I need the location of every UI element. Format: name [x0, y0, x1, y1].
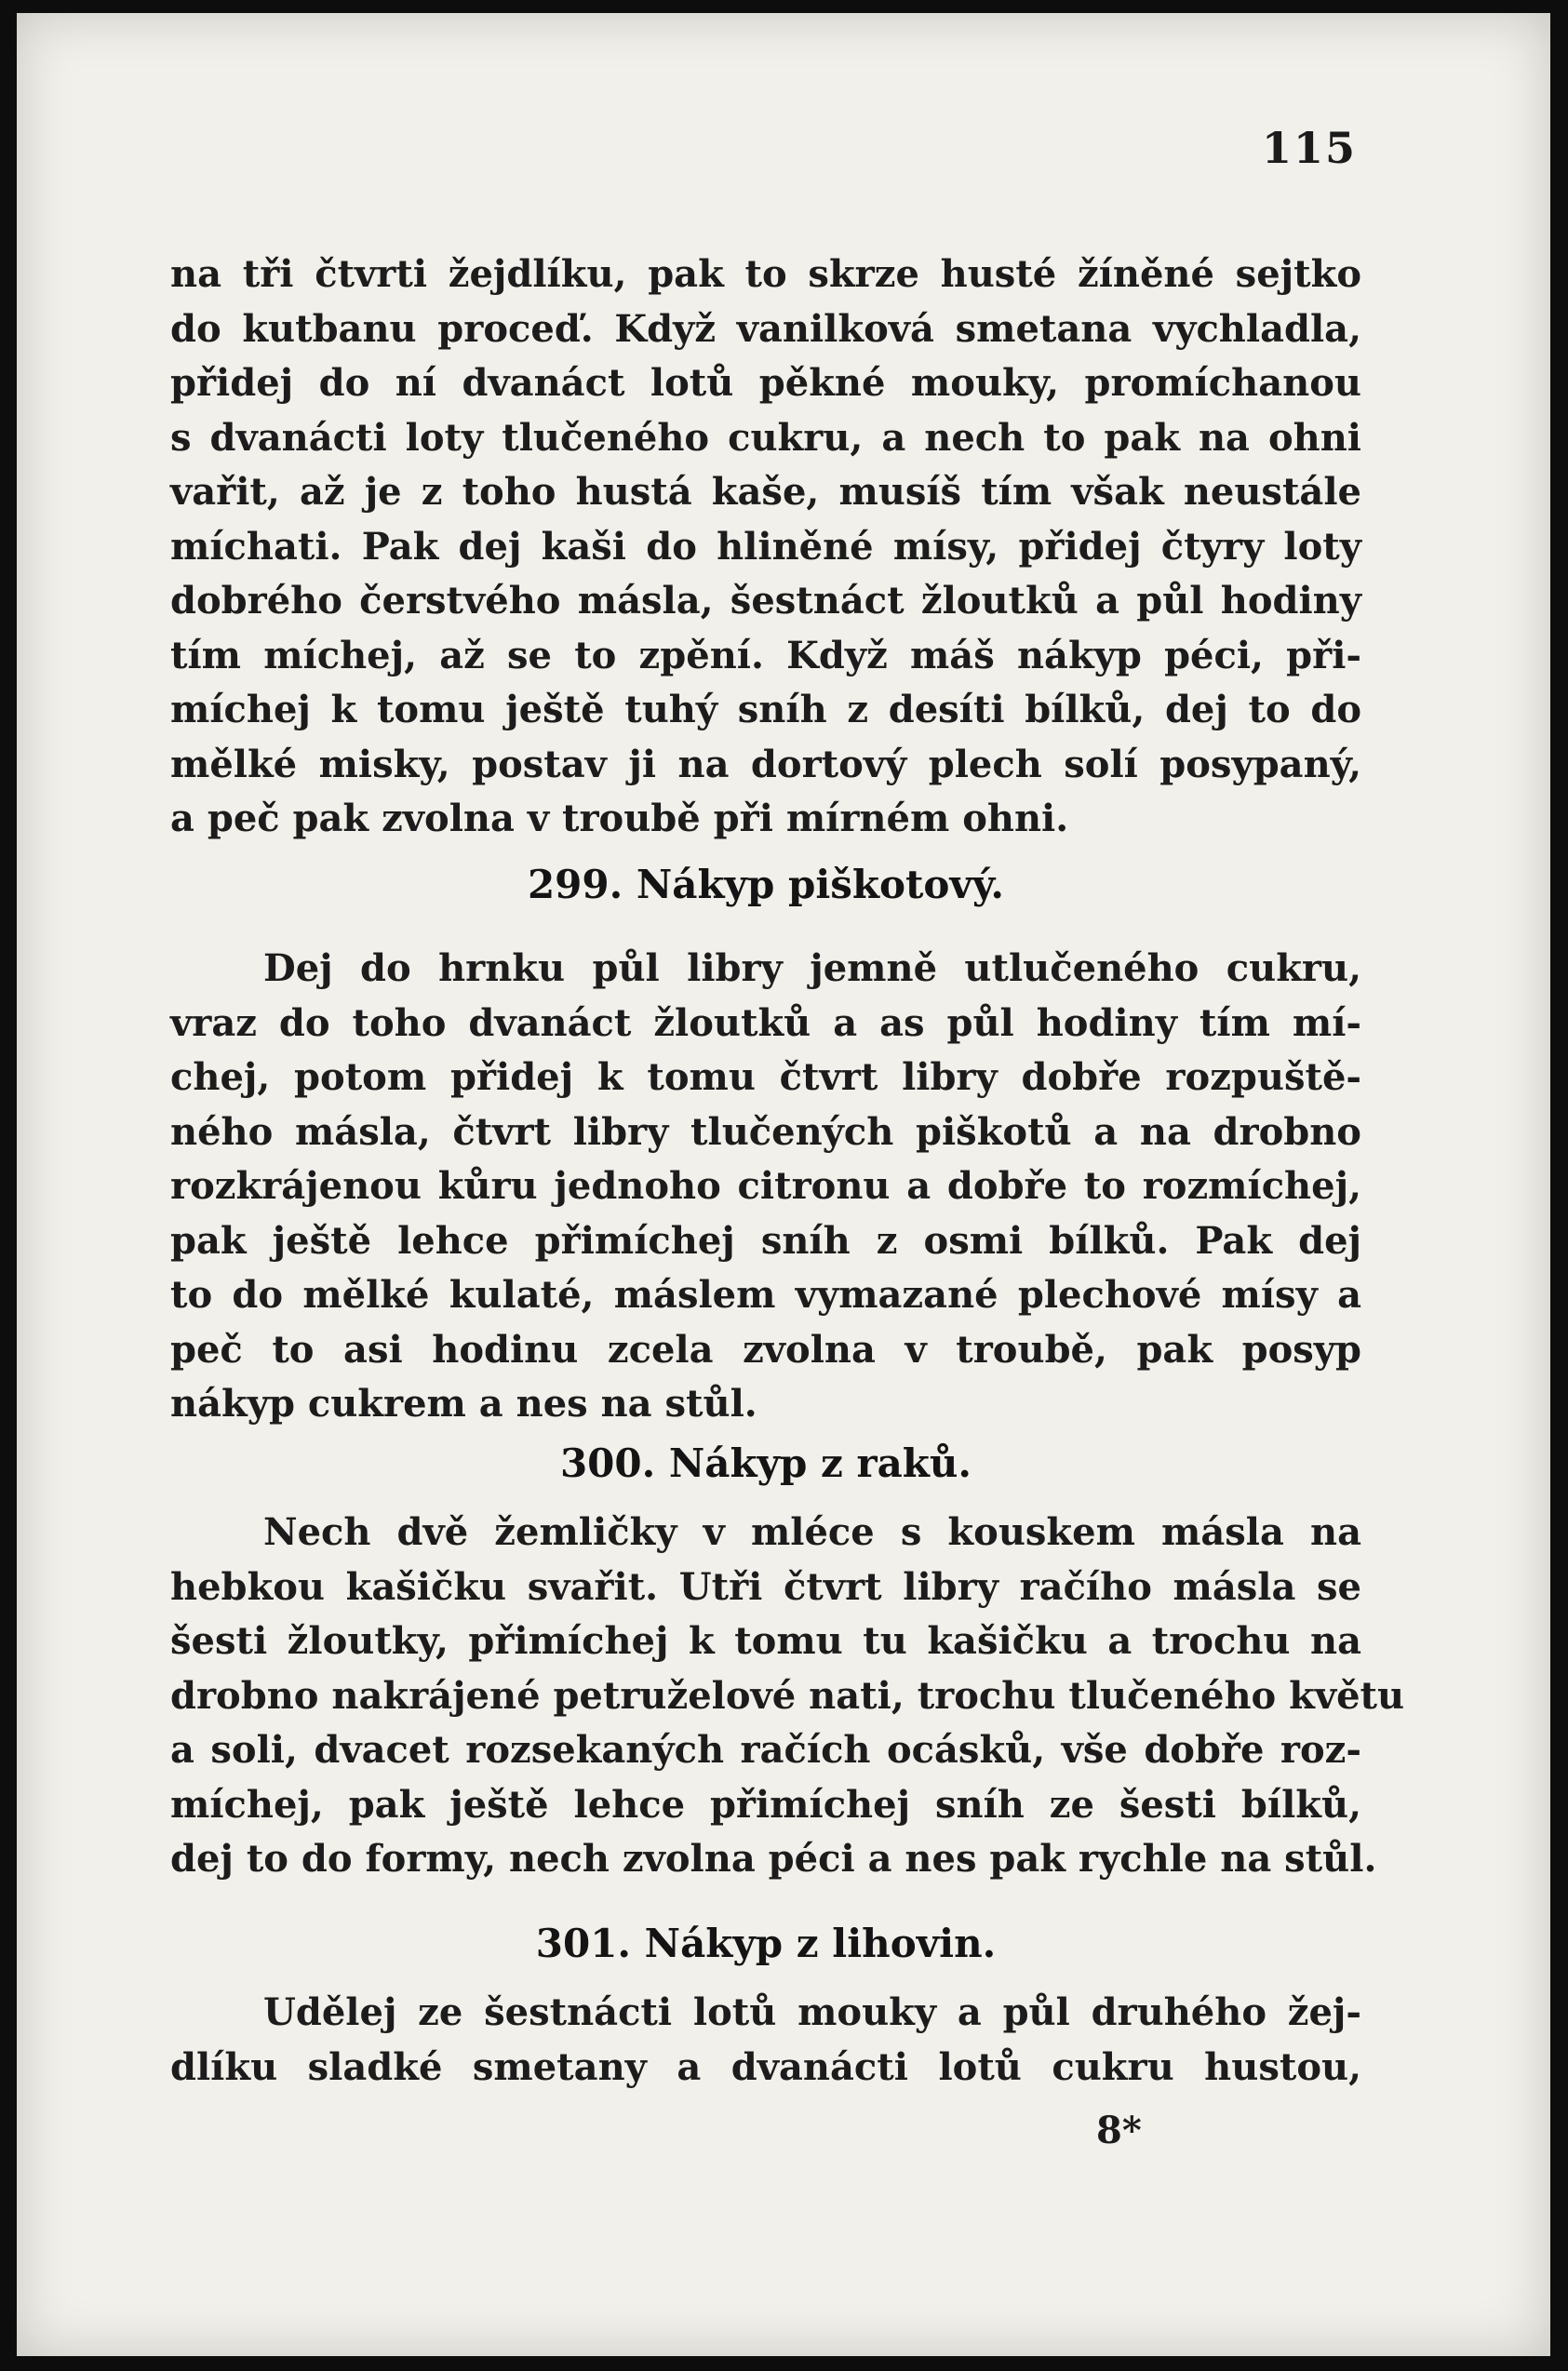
page-number: 115 [1262, 123, 1358, 173]
text-line: tím míchej, až se to zpění. Když máš nákyp péci, při- [170, 633, 1361, 677]
book-page [17, 13, 1550, 2356]
text-line: drobno nakrájené petruželové nati, trochu tlučeného květu [170, 1673, 1405, 1718]
text-line: to do mělké kulaté, máslem vymazané plechové mísy a [170, 1273, 1361, 1317]
text-line: dlíku sladké smetany a dvanácti lotů cukru hustou, [170, 2044, 1361, 2089]
text-line: míchej k tomu ještě tuhý sníh z desíti bílků, dej to do [170, 688, 1361, 731]
recipe-body-300 [170, 1506, 1405, 1887]
text-line: na tři čtvrti žejdlíku, pak to skrze husté žíněné sejtko [170, 252, 1361, 296]
paragraph-continuation [170, 248, 1361, 847]
text-line: mělké misky, postav ji na dortový plech solí posypaný, [170, 742, 1361, 786]
text-line: a peč pak zvolna v troubě při mírném ohni. [170, 797, 1069, 840]
text-line: míchej, pak ještě lehce přimíchej sníh ze šesti bílků, [170, 1782, 1361, 1827]
signature-mark: 8* [1096, 2109, 1142, 2152]
recipe-heading-301: 301. Nákyp z lihovin. [535, 1921, 997, 1966]
text-line: hebkou kašičku svařit. Utři čtvrt libry račího másla se [170, 1564, 1361, 1609]
recipe-heading-300: 300. Nákyp z raků. [559, 1440, 972, 1486]
text-line: nákyp cukrem a nes na stůl. [170, 1382, 757, 1426]
text-line: Nech dvě žemličky v mléce s kouskem másla na [263, 1510, 1361, 1554]
recipe-body-299 [170, 942, 1361, 1432]
text-line: peč to asi hodinu zcela zvolna v troubě, pak posyp [170, 1327, 1361, 1372]
text-line: vařit, až je z toho hustá kaše, musíš tím však neustále [170, 470, 1361, 514]
text-line: rozkrájenou kůru jednoho citronu a dobře to rozmíchej, [170, 1164, 1361, 1208]
text-line: vraz do toho dvanáct žloutků a as půl hodiny tím mí- [170, 1000, 1361, 1045]
text-line: chej, potom přidej k tomu čtvrt libry dobře rozpuště- [170, 1055, 1361, 1099]
text-line: Udělej ze šestnácti lotů mouky a půl druhého žej- [263, 1990, 1361, 2034]
text-line: přidej do ní dvanáct lotů pěkné mouky, promíchanou [170, 361, 1361, 405]
text-line: míchati. Pak dej kaši do hliněné mísy, přidej čtyry loty [170, 524, 1361, 569]
text-line: pak ještě lehce přimíchej sníh z osmi bílků. Pak dej [170, 1218, 1361, 1263]
text-line: Dej do hrnku půl libry jemně utlučeného cukru, [263, 946, 1361, 990]
text-line: dobrého čerstvého másla, šestnáct žloutků a půl hodiny [170, 579, 1361, 623]
text-line: dej to do formy, nech zvolna péci a nes pak rychle na stůl. [170, 1837, 1377, 1881]
text-line: ného másla, čtvrt libry tlučených piškotů a na drobno [170, 1109, 1361, 1154]
recipe-heading-299: 299. Nákyp piškotový. [527, 862, 1005, 907]
text-line: s dvanácti loty tlučeného cukru, a nech to pak na ohni [170, 415, 1361, 460]
text-line: šesti žloutky, přimíchej k tomu tu kašičku a trochu na [170, 1619, 1361, 1663]
recipe-body-301 [170, 1986, 1361, 2095]
text-line: a soli, dvacet rozsekaných račích ocásků, vše dobře roz- [170, 1728, 1361, 1772]
text-line: do kutbanu proceď. Když vanilková smetana vychladla, [170, 306, 1361, 351]
